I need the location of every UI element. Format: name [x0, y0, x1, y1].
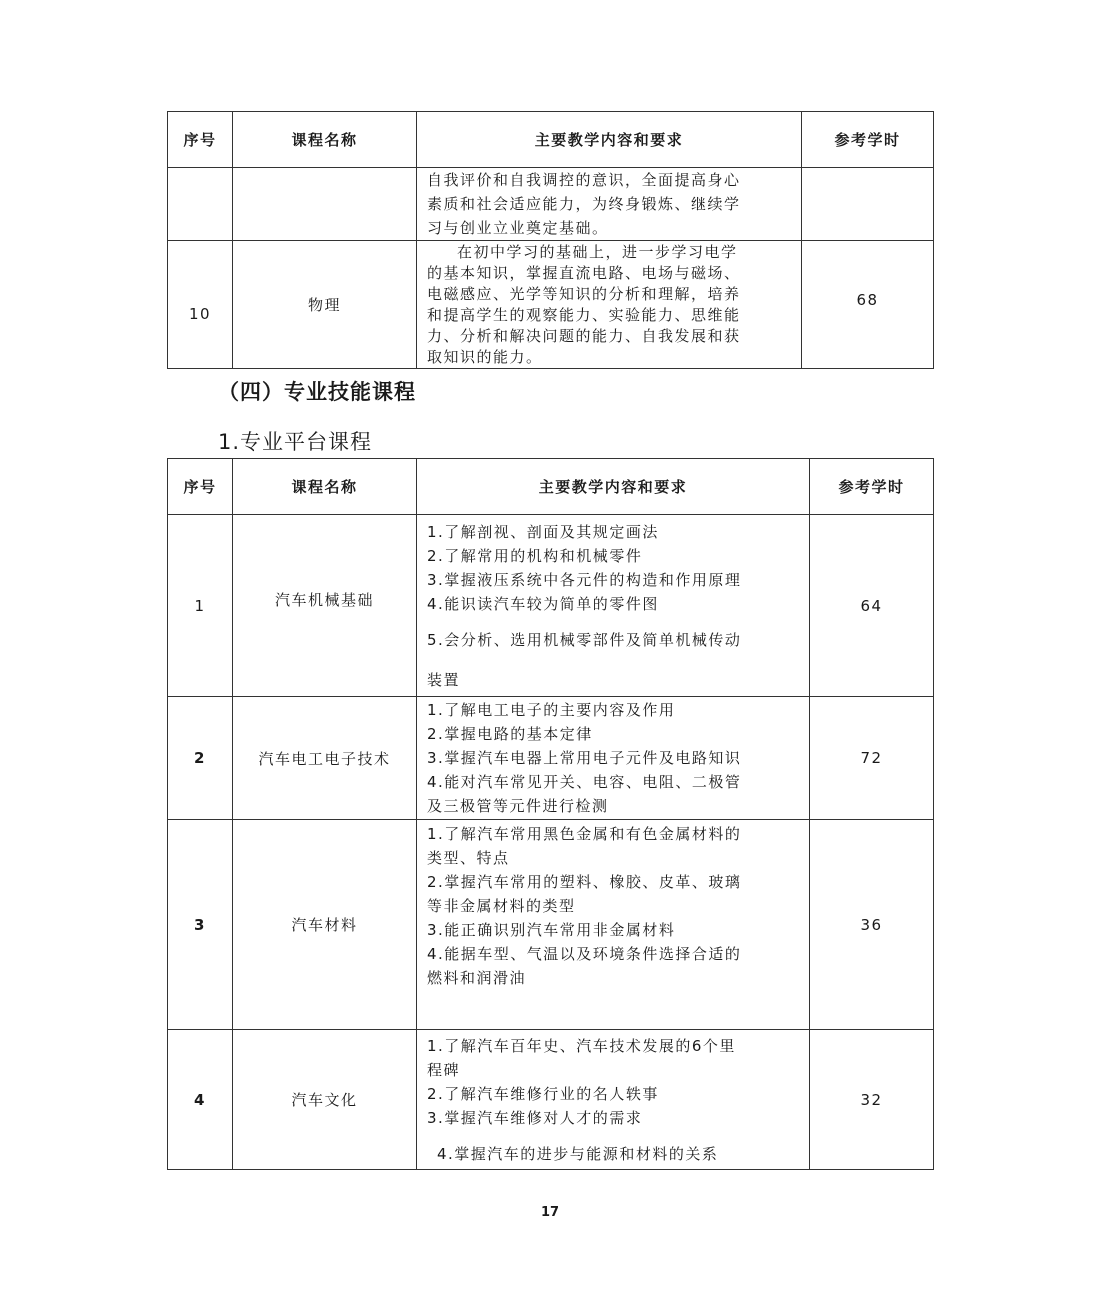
content-line: 3.掌握汽车维修对人才的需求 — [427, 1108, 643, 1127]
cell-course-name: 汽车机械基础 — [233, 515, 417, 697]
content-line: 3.能正确识别汽车常用非金属材料 — [427, 921, 676, 939]
content-line: 2.了解汽车维修行业的名人轶事 — [427, 1084, 659, 1103]
table-header-row — [168, 112, 934, 168]
cell-hours: 36 — [810, 820, 934, 1030]
sub-heading: 1.专业平台课程 — [218, 430, 373, 454]
cell-course-name: 汽车材料 — [233, 820, 417, 1030]
content-line: 的基本知识，掌握直流电路、电场与磁场、 — [427, 263, 741, 282]
header-content: 主要教学内容和要求 — [417, 459, 810, 515]
section-heading: （四）专业技能课程 — [218, 380, 416, 404]
table-row — [168, 820, 934, 1030]
content-line: 习与创业立业奠定基础。 — [427, 219, 609, 237]
cell-content — [417, 241, 802, 369]
content-line: 力、分析和解决问题的能力、自我发展和获 — [427, 326, 741, 345]
cell-hours: 68 — [802, 241, 934, 369]
content-line: 3.掌握液压系统中各元件的构造和作用原理 — [427, 570, 742, 589]
content-line: 在初中学习的基础上，进一步学习电学 — [457, 242, 738, 261]
header-content: 主要教学内容和要求 — [417, 112, 802, 168]
content-line: 取知识的能力。 — [427, 347, 543, 366]
content-line: 素质和社会适应能力，为终身锻炼、继续学 — [427, 195, 741, 213]
table-row — [168, 168, 934, 241]
cell-course-name: 物理 — [233, 241, 417, 369]
cell-num — [168, 168, 233, 241]
cell-hours — [802, 168, 934, 241]
header-hours: 参考学时 — [802, 112, 934, 168]
content-line: 自我评价和自我调控的意识，全面提高身心 — [427, 171, 741, 189]
cell-num: 2 — [168, 697, 233, 820]
content-line: 4.能识读汽车较为简单的零件图 — [427, 594, 659, 613]
cell-num: 1 — [168, 515, 233, 697]
cell-content — [417, 515, 810, 697]
content-line: 4.能对汽车常见开关、电容、电阻、二极管 — [427, 773, 742, 791]
table-row — [168, 515, 934, 697]
content-line: 电磁感应、光学等知识的分析和理解，培养 — [427, 284, 741, 303]
content-line: 4.能据车型、气温以及环境条件选择合适的 — [427, 945, 742, 963]
content-line: 2.掌握汽车常用的塑料、橡胶、皮革、玻璃 — [427, 873, 742, 891]
cell-num: 10 — [168, 241, 233, 369]
content-line: 2.掌握电路的基本定律 — [427, 725, 593, 743]
cell-content — [417, 820, 810, 1030]
content-line: 燃料和润滑油 — [427, 969, 527, 987]
content-line: 类型、特点 — [427, 849, 510, 867]
header-course-name: 课程名称 — [233, 459, 417, 515]
content-line: 及三极管等元件进行检测 — [427, 797, 609, 815]
content-line: 程碑 — [427, 1060, 461, 1079]
header-num: 序号 — [168, 459, 233, 515]
content-line: 装置 — [427, 670, 461, 689]
cell-hours: 72 — [810, 697, 934, 820]
course-table-platform — [167, 458, 934, 1170]
table-row — [168, 241, 934, 369]
cell-hours: 64 — [810, 515, 934, 697]
course-table-general — [167, 111, 934, 369]
cell-content — [417, 1030, 810, 1170]
content-line: 4.掌握汽车的进步与能源和材料的关系 — [437, 1144, 719, 1163]
content-line: 3.掌握汽车电器上常用电子元件及电路知识 — [427, 749, 742, 767]
cell-course-name — [233, 168, 417, 241]
content-line: 5.会分析、选用机械零部件及简单机械传动 — [427, 630, 742, 649]
content-line: 1.了解剖视、剖面及其规定画法 — [427, 522, 659, 541]
header-course-name: 课程名称 — [233, 112, 417, 168]
cell-num: 4 — [168, 1030, 233, 1170]
cell-course-name: 汽车文化 — [233, 1030, 417, 1170]
cell-num: 3 — [168, 820, 233, 1030]
content-line: 1.了解汽车百年史、汽车技术发展的6个里 — [427, 1036, 736, 1055]
content-line: 1.了解汽车常用黑色金属和有色金属材料的 — [427, 825, 742, 843]
content-line: 等非金属材料的类型 — [427, 897, 576, 915]
header-hours: 参考学时 — [810, 459, 934, 515]
cell-content — [417, 697, 810, 820]
content-line: 和提高学生的观察能力、实验能力、思维能 — [427, 305, 741, 324]
content-line: 1.了解电工电子的主要内容及作用 — [427, 701, 676, 719]
cell-hours: 32 — [810, 1030, 934, 1170]
table-header-row — [168, 459, 934, 515]
page-number: 17 — [540, 1205, 560, 1220]
cell-course-name: 汽车电工电子技术 — [233, 697, 417, 820]
content-line: 2.了解常用的机构和机械零件 — [427, 546, 643, 565]
table-row — [168, 1030, 934, 1170]
cell-content — [417, 168, 802, 241]
table-row — [168, 697, 934, 820]
header-num: 序号 — [168, 112, 233, 168]
